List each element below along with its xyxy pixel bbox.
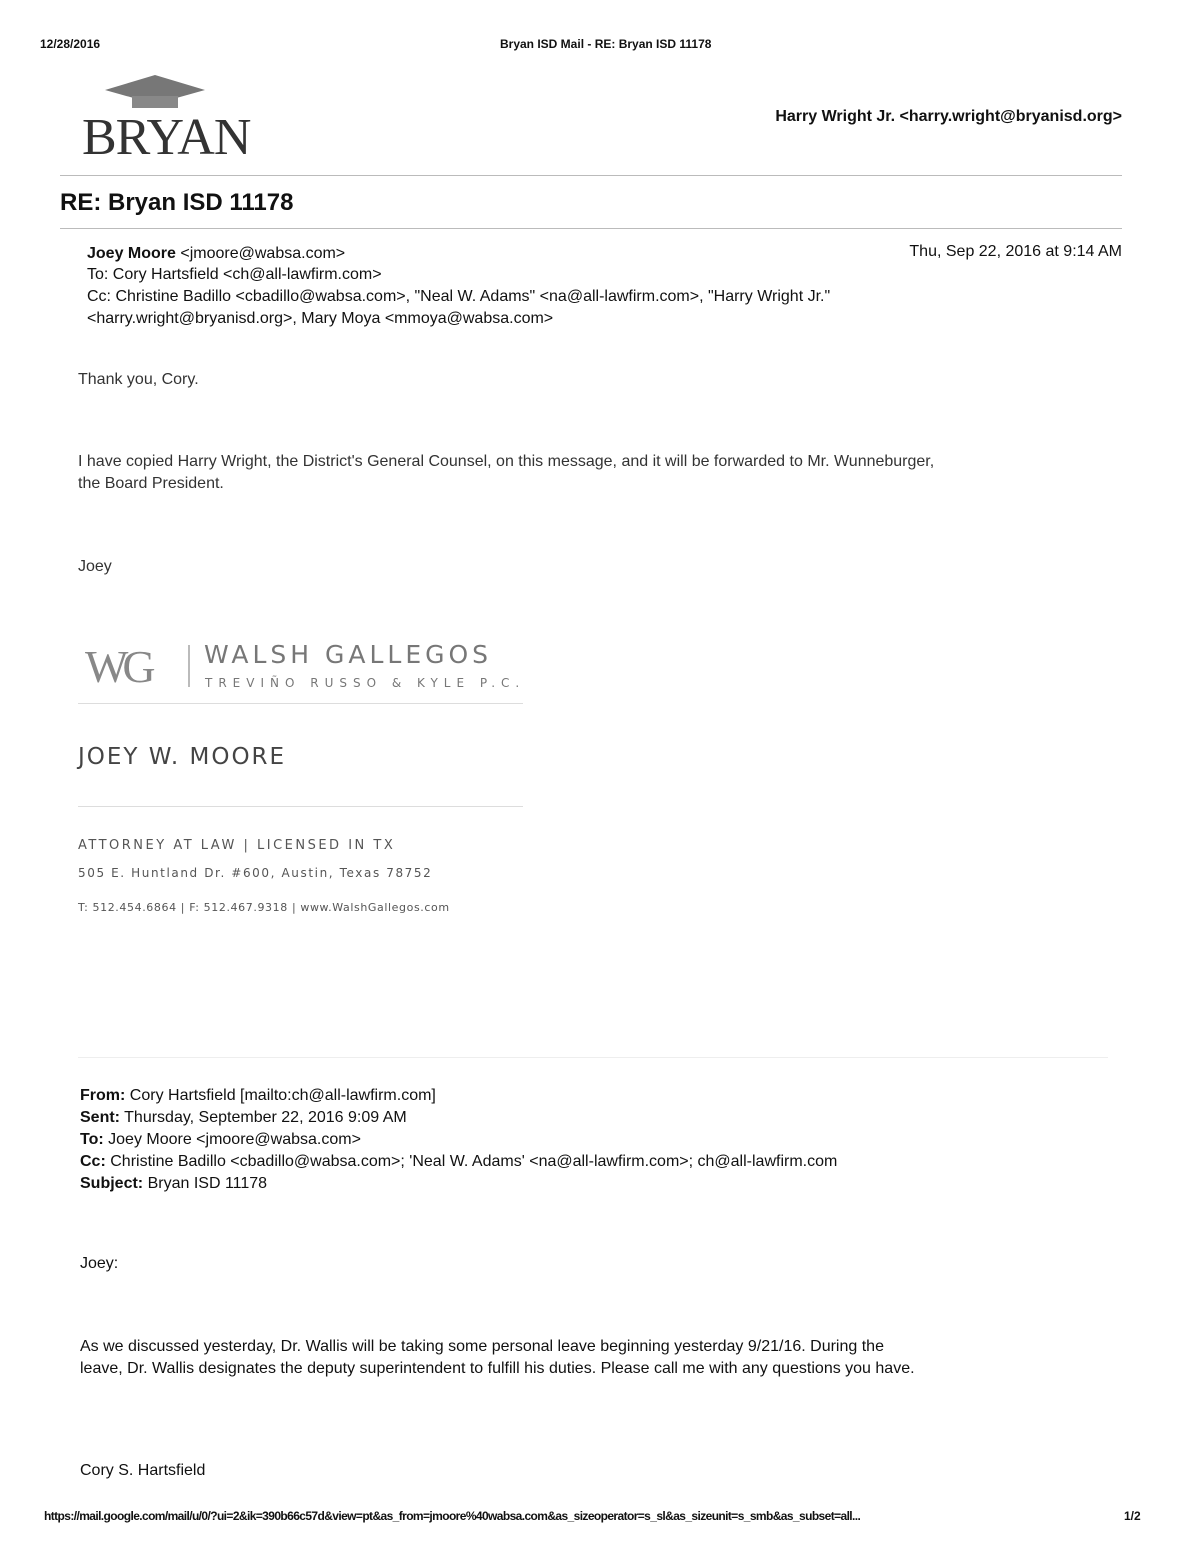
body-line: I have copied Harry Wright, the District's General Counsel, on this message, and it will be forwarded to Mr. Wunneburger, [78,453,935,470]
graduation-cap-icon [60,72,230,112]
body-line: the Board President. [78,475,224,492]
firm-subname: TREVIÑO RUSSO & KYLE P.C. [205,676,526,690]
signature-address: 505 E. Huntland Dr. #600, Austin, Texas 78752 [78,866,433,880]
footer-url: https://mail.google.com/mail/u/0/?ui=2&ik=390b66c57d&view=pt&as_from=jmoore%40wabsa.com&as_sizeoperator=s_sl&as_sizeunit=s_smb&as_subset=all... [44,1509,861,1523]
quoted-sent: Sent: Thursday, September 22, 2016 9:09 AM [80,1109,407,1126]
sender-name: Joey Moore [87,245,176,262]
sender-email: <jmoore@wabsa.com> [180,245,346,262]
quoted-body-line: As we discussed yesterday, Dr. Wallis will be taking some personal leave beginning yesterday 9/21/16. During the [80,1338,884,1355]
signature-contact: T: 512.454.6864 | F: 512.467.9318 | www.WalshGallegos.com [78,901,450,914]
firm-name: WALSH GALLEGOS [204,640,493,669]
print-date: 12/28/2016 [40,37,101,51]
quoted-cc: Cc: Christine Badillo <cbadillo@wabsa.com>; 'Neal W. Adams' <na@all-lawfirm.com>; ch@all-lawfirm.com [80,1153,838,1170]
print-title: Bryan ISD Mail - RE: Bryan ISD 11178 [500,37,712,51]
quoted-to: To: Joey Moore <jmoore@wabsa.com> [80,1131,361,1148]
quoted-body-line: Cory S. Hartsfield [80,1462,206,1479]
message-date: Thu, Sep 22, 2016 at 9:14 AM [909,243,1122,260]
signature-name: JOEY W. MOORE [78,744,287,770]
quoted-body-line: Joey: [80,1255,119,1272]
account-email: Harry Wright Jr. <harry.wright@bryanisd.org> [775,108,1122,125]
firm-logo: WG [85,641,150,692]
bryan-logo: BRYAN [60,72,230,172]
to-line: To: Cory Hartsfield <ch@all-lawfirm.com> [87,266,382,283]
quoted-from: From: Cory Hartsfield [mailto:ch@all-lawfirm.com] [80,1087,436,1104]
quoted-subject: Subject: Bryan ISD 11178 [80,1175,268,1192]
page-number: 1/2 [1124,1509,1141,1523]
cc-line-2: <harry.wright@bryanisd.org>, Mary Moya <mmoya@wabsa.com> [87,310,554,327]
logo-divider [188,645,190,687]
cc-line-1: Cc: Christine Badillo <cbadillo@wabsa.com>, "Neal W. Adams" <na@all-lawfirm.com>, "Harry Wright Jr." [87,288,831,305]
body-line: Thank you, Cory. [78,371,199,388]
sender [87,243,345,265]
body-line: Joey [78,558,112,575]
quoted-body-line: leave, Dr. Wallis designates the deputy superintendent to fulfill his duties. Please call me with any questions you have. [80,1360,915,1377]
email-subject: RE: Bryan ISD 11178 [60,189,294,216]
signature-title: ATTORNEY AT LAW | LICENSED IN TX [78,838,396,853]
